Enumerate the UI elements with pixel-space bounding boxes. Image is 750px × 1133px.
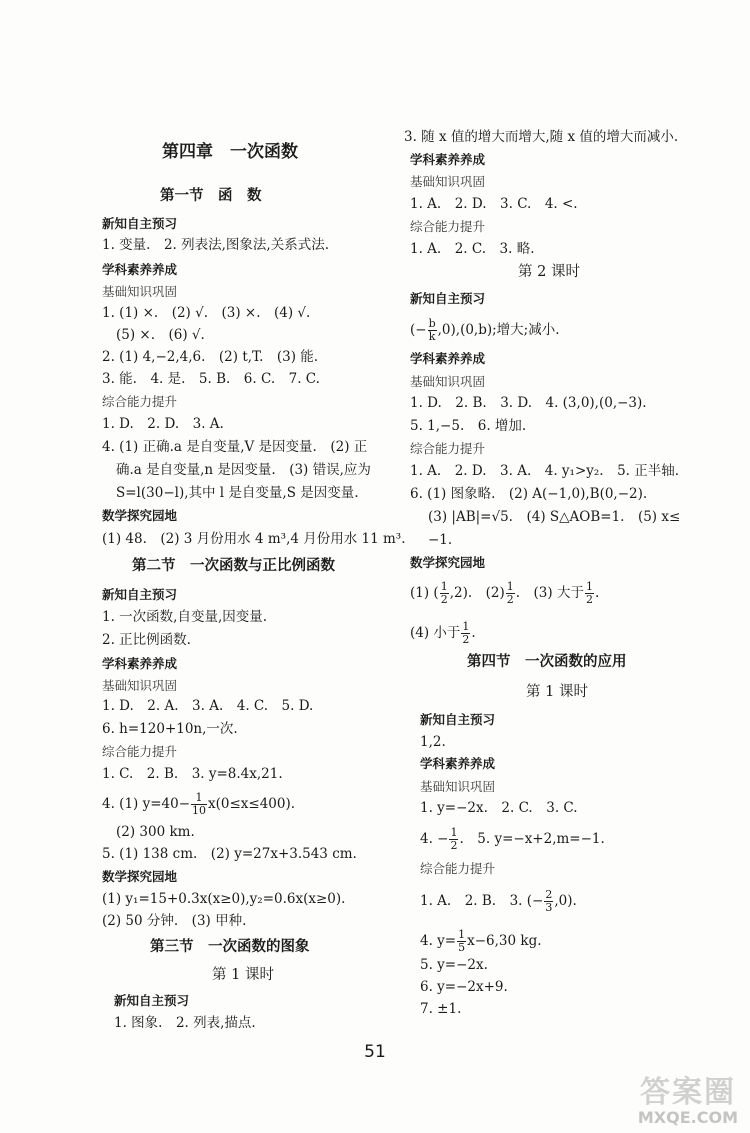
s4-basic-line-1: 1. y=−2x. 2. C. 3. C. bbox=[420, 800, 578, 816]
fraction-numerator: 1 bbox=[585, 580, 593, 593]
l2-exp-1-part-d: . bbox=[594, 585, 600, 601]
s2-comp-line-3: (2) 300 km. bbox=[116, 824, 195, 840]
s4-comp-1-part-a: 1. A. 2. B. 3. (− bbox=[420, 893, 544, 909]
s4-comp-2-part-b: x−6,30 kg. bbox=[467, 933, 542, 949]
s1-comp-line-1: 1. D. 2. D. 3. A. bbox=[102, 416, 224, 432]
l2-exp-1-part-a: (1) ( bbox=[410, 585, 439, 601]
fraction-denominator: k bbox=[428, 330, 436, 343]
s2-comp-line-4: 5. (1) 138 cm. (2) y=27x+3.543 cm. bbox=[102, 846, 357, 862]
fraction-denominator: 10 bbox=[192, 804, 207, 817]
s4-basic-line-2 bbox=[420, 827, 605, 852]
s1-preview-heading: 新知自主预习 bbox=[102, 216, 178, 231]
section-2-title: 第二节 一次函数与正比例函数 bbox=[132, 558, 335, 574]
l2-comp-line-4: −1. bbox=[428, 532, 453, 548]
s4-comp-1-part-b: ,0). bbox=[554, 893, 577, 909]
r-basic-heading: 基础知识巩固 bbox=[410, 174, 486, 189]
lesson-2-title: 第 2 课时 bbox=[518, 264, 580, 280]
s1-literacy-heading: 学科素养养成 bbox=[102, 262, 178, 277]
s2-comp-line-1: 1. C. 2. B. 3. y=8.4x,21. bbox=[102, 766, 283, 782]
s2-comp-line-2 bbox=[102, 792, 295, 817]
l2-literacy-heading: 学科素养养成 bbox=[410, 351, 486, 366]
l2-explore-line-2 bbox=[410, 621, 476, 646]
s1-basic-line-3: 2. (1) 4,−2,4,6. (2) t,T. (3) 能. bbox=[102, 349, 319, 365]
s1-explore-line-1: (1) 48. (2) 3 月份用水 4 m³,4 月份用水 11 m³. bbox=[102, 531, 406, 547]
l2-comp-line-3: (3) |AB|=√5. (4) S△AOB=1. (5) x≤ bbox=[428, 509, 681, 525]
s4-basic-2-part-b: . 5. y=−x+2,m=−1. bbox=[459, 831, 605, 847]
l2-explore-heading: 数学探究园地 bbox=[410, 555, 486, 570]
fraction-denominator: 2 bbox=[440, 593, 448, 606]
r-cont-line-1: 3. 随 x 值的增大而增大,随 x 值的增大而减小. bbox=[404, 129, 679, 145]
s4-basic-heading: 基础知识巩固 bbox=[420, 779, 496, 794]
section-1-title: 第一节 函 数 bbox=[160, 188, 262, 204]
l2-exp-1-part-c: . (3) 大于 bbox=[515, 585, 584, 601]
watermark-line-2: MXQE.COM bbox=[637, 1108, 738, 1127]
fraction-numerator: b bbox=[428, 317, 436, 330]
l2-comp-heading: 综合能力提升 bbox=[410, 441, 486, 456]
fraction-numerator: 1 bbox=[450, 826, 458, 839]
r-comp-line-1: 1. A. 2. C. 3. 略. bbox=[410, 241, 535, 257]
fraction bbox=[440, 581, 449, 606]
l2-explore-line-1 bbox=[410, 581, 599, 606]
r-literacy-heading: 学科素养养成 bbox=[410, 152, 486, 167]
fraction bbox=[457, 929, 466, 954]
fraction-denominator: 2 bbox=[462, 633, 470, 646]
fraction bbox=[428, 318, 437, 343]
s1-comp-line-3: 确.a 是自变量,n 是因变量. (3) 错误,应为 bbox=[116, 462, 371, 478]
l2-comp-line-2: 6. (1) 图象略. (2) A(−1,0),B(0,−2). bbox=[410, 486, 648, 502]
s4-comp-line-3: 5. y=−2x. bbox=[420, 957, 488, 973]
s4-preview-line-1: 1,2. bbox=[420, 734, 446, 750]
l2-exp-1-part-b: ,2). (2) bbox=[449, 585, 505, 601]
s4-comp-line-5: 7. ±1. bbox=[420, 1001, 462, 1017]
l2-basic-heading: 基础知识巩固 bbox=[410, 374, 486, 389]
s4-comp-2-part-a: 4. y= bbox=[420, 933, 457, 949]
fraction-denominator: 2 bbox=[450, 839, 458, 852]
s2-explore-line-2: (2) 50 分钟. (3) 甲种. bbox=[102, 913, 247, 929]
s2-explore-line-1: (1) y₁=15+0.3x(x≥0),y₂=0.6x(x≥0). bbox=[102, 891, 346, 907]
s2-preview-line-1: 1. 一次函数,自变量,因变量. bbox=[102, 609, 268, 625]
s3-preview-heading: 新知自主预习 bbox=[114, 993, 190, 1008]
s2-preview-heading: 新知自主预习 bbox=[102, 587, 178, 602]
fraction-numerator: 1 bbox=[440, 580, 448, 593]
l2-comp-line-1: 1. A. 2. D. 3. A. 4. y₁>y₂. 5. 正半轴. bbox=[410, 463, 680, 479]
s1-explore-heading: 数学探究园地 bbox=[102, 508, 178, 523]
s3-preview-line-1: 1. 图象. 2. 列表,描点. bbox=[114, 1015, 256, 1031]
s2-explore-heading: 数学探究园地 bbox=[102, 869, 178, 884]
fraction bbox=[449, 827, 458, 852]
s1-comp-line-2: 4. (1) 正确.a 是自变量,V 是因变量. (2) 正 bbox=[102, 439, 368, 455]
section-4-title: 第四节 一次函数的应用 bbox=[467, 654, 627, 670]
l2-preview-open: (− bbox=[410, 322, 427, 338]
watermark bbox=[622, 1067, 742, 1127]
s2-basic-line-2: 6. h=120+10n,一次. bbox=[102, 721, 238, 737]
fraction-denominator: 2 bbox=[506, 593, 514, 606]
fraction-numerator: 1 bbox=[191, 792, 207, 805]
fraction bbox=[544, 889, 553, 914]
fraction-numerator: 1 bbox=[458, 928, 466, 941]
fraction bbox=[506, 581, 515, 606]
s4-comp-heading: 综合能力提升 bbox=[420, 861, 496, 876]
l2-basic-line-2: 5. 1,−5. 6. 增加. bbox=[410, 418, 527, 434]
s2-comp-line-2-prefix: 4. (1) y=40− bbox=[102, 796, 191, 812]
s4-comp-line-2 bbox=[420, 929, 542, 954]
s4-basic-2-part-a: 4. − bbox=[420, 831, 449, 847]
l2-exp-2-part-a: (4) 小于 bbox=[410, 625, 461, 641]
fraction-numerator: 2 bbox=[545, 888, 553, 901]
s1-basic-heading: 基础知识巩固 bbox=[102, 284, 178, 299]
fraction-denominator: 3 bbox=[545, 901, 553, 914]
fraction bbox=[585, 581, 594, 606]
section-3-title: 第三节 一次函数的图象 bbox=[150, 939, 310, 955]
l2-preview-line-1 bbox=[410, 318, 560, 343]
s2-preview-line-2: 2. 正比例函数. bbox=[102, 632, 191, 648]
l2-basic-line-1: 1. D. 2. B. 3. D. 4. (3,0),(0,−3). bbox=[410, 395, 647, 411]
r-comp-heading: 综合能力提升 bbox=[410, 219, 486, 234]
fraction-numerator: 1 bbox=[462, 620, 470, 633]
s1-comp-heading: 综合能力提升 bbox=[102, 394, 178, 409]
s1-preview-answer: 1. 变量. 2. 列表法,图象法,关系式法. bbox=[102, 237, 330, 253]
s2-basic-line-1: 1. D. 2. A. 3. A. 4. C. 5. D. bbox=[102, 698, 314, 714]
s2-basic-heading: 基础知识巩固 bbox=[102, 678, 178, 693]
s4-lesson-title: 第 1 课时 bbox=[526, 684, 588, 700]
s1-basic-line-4: 3. 能. 4. 是. 5. B. 6. C. 7. C. bbox=[102, 371, 320, 387]
l2-preview-heading: 新知自主预习 bbox=[410, 291, 486, 306]
page-number: 51 bbox=[364, 1042, 386, 1062]
s1-basic-line-1: 1. (1) ×. (2) √. (3) ×. (4) √. bbox=[102, 305, 311, 321]
watermark-line-1: 答案圈 bbox=[640, 1075, 736, 1110]
r-basic-line-1: 1. A. 2. D. 3. C. 4. <. bbox=[410, 196, 578, 212]
s3-lesson-title: 第 1 课时 bbox=[212, 967, 274, 983]
l2-exp-2-part-b: . bbox=[471, 625, 476, 641]
fraction-numerator: 1 bbox=[506, 580, 514, 593]
s2-comp-line-2-suffix: x(0≤x≤400). bbox=[208, 796, 296, 812]
fraction-denominator: 2 bbox=[585, 593, 593, 606]
fraction bbox=[191, 792, 207, 817]
l2-preview-rest: ,0),(0,b);增大;减小. bbox=[437, 322, 560, 338]
s1-basic-line-2: (5) ×. (6) √. bbox=[116, 327, 205, 343]
fraction-denominator: 5 bbox=[458, 941, 466, 954]
s4-comp-line-1 bbox=[420, 889, 577, 914]
s4-preview-heading: 新知自主预习 bbox=[420, 712, 496, 727]
s4-literacy-heading: 学科素养养成 bbox=[420, 756, 496, 771]
s2-comp-heading: 综合能力提升 bbox=[102, 744, 178, 759]
s2-literacy-heading: 学科素养养成 bbox=[102, 656, 178, 671]
s1-comp-line-4: S=l(30−l),其中 l 是自变量,S 是因变量. bbox=[116, 485, 359, 501]
chapter-title: 第四章 一次函数 bbox=[162, 142, 298, 162]
s4-comp-line-4: 6. y=−2x+9. bbox=[420, 979, 508, 995]
fraction bbox=[461, 621, 470, 646]
